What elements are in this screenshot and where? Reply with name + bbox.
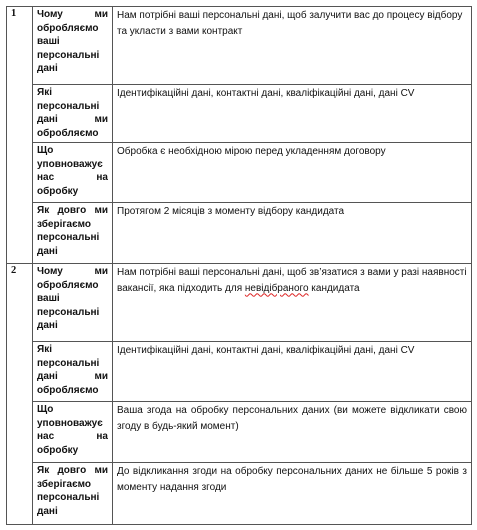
table-row	[7, 203, 472, 264]
question-cell: Які персональні дані ми обробляємо	[33, 85, 113, 143]
section-number: 1	[7, 7, 33, 264]
answer-text: кандидата	[308, 282, 360, 294]
table-row	[7, 143, 472, 203]
answer-cell: Обробка є необхідною мірою перед укладенням договору	[113, 143, 472, 203]
section-number: 2	[7, 264, 33, 525]
question-cell: Що уповноважує нас на обробку	[33, 143, 113, 203]
question-cell: Як довго ми зберігаємо персональні дані	[33, 203, 113, 264]
answer-cell: Нам потрібні ваші персональні дані, щоб залучити вас до процесу відбору та укласти з вами контракт	[113, 7, 472, 85]
table-row	[7, 85, 472, 143]
table-row	[7, 342, 472, 402]
question-cell: Які персональні дані ми обробляємо	[33, 342, 113, 402]
question-cell: Як довго ми зберігаємо персональні дані	[33, 463, 113, 525]
answer-cell: Ідентифікаційні дані, контактні дані, кваліфікаційні дані, дані CV	[113, 342, 472, 402]
answer-cell: Протягом 2 місяців з моменту відбору кандидата	[113, 203, 472, 264]
table-row	[7, 463, 472, 525]
answer-cell: Ідентифікаційні дані, контактні дані, кваліфікаційні дані, дані CV	[113, 85, 472, 143]
spellcheck-flagged-word[interactable]: невідібраного	[244, 282, 309, 294]
question-cell: Чому ми обробляємо ваші персональні дані	[33, 264, 113, 342]
answer-cell: Ваша згода на обробку персональних даних (ви можете відкликати свою згоду в будь-який момент)	[113, 402, 472, 463]
answer-text: Нам потрібні ваші персональні дані, щоб зв’язатися з вами у разі наявності вакансії, яка підходить для	[117, 267, 467, 294]
table-row	[7, 402, 472, 463]
privacy-table	[6, 6, 472, 525]
question-cell: Чому ми обробляємо ваші персональні дані	[33, 7, 113, 85]
answer-cell: До відкликання згоди на обробку персональних даних не більше 5 років з моменту надання згоди	[113, 463, 472, 525]
answer-cell	[113, 264, 472, 342]
question-cell: Що уповноважує нас на обробку	[33, 402, 113, 463]
table-row	[7, 264, 472, 342]
table-row	[7, 7, 472, 85]
